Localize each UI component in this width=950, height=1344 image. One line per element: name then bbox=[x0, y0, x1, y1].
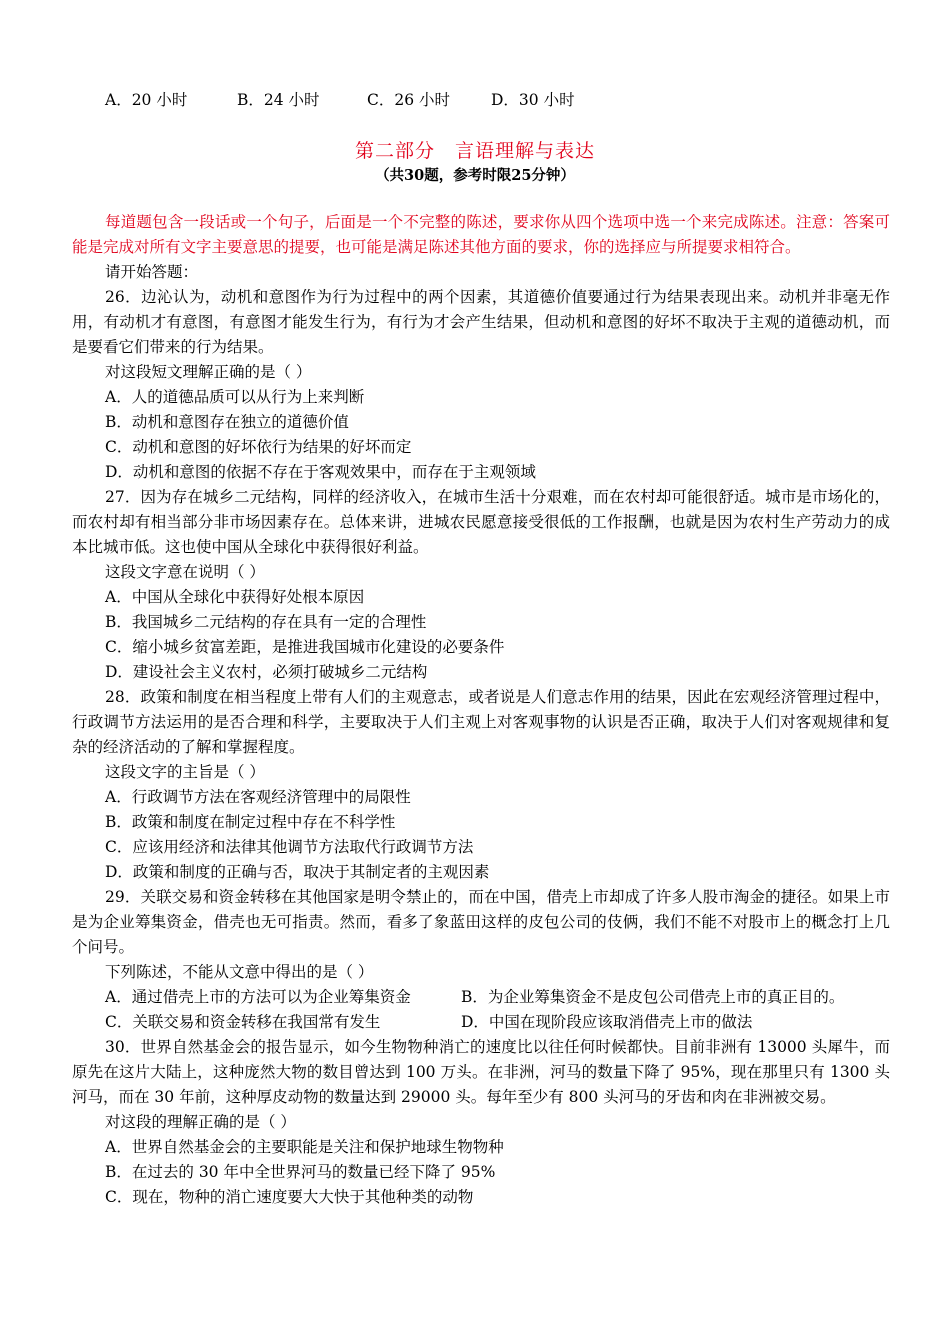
question-29-ask: 下列陈述，不能从文意中得出的是（ ） bbox=[105, 963, 374, 981]
question-28-option-b: B．政策和制度在制定过程中存在不科学性 bbox=[105, 813, 396, 831]
section-title: 第二部分 言语理解与表达 bbox=[354, 140, 595, 162]
question-29-option-b: B．为企业筹集资金不是皮包公司借壳上市的真正目的。 bbox=[461, 988, 845, 1006]
question-26-option-c: C．动机和意图的好坏依行为结果的好坏而定 bbox=[105, 438, 412, 456]
previous-question-options bbox=[105, 88, 575, 110]
start-prompt: 请开始答题： bbox=[105, 263, 199, 281]
question-28-option-d: D．政策和制度的正确与否，取决于其制定者的主观因素 bbox=[105, 863, 490, 881]
question-27-option-a: A．中国从全球化中获得好处根本原因 bbox=[105, 588, 365, 606]
question-30-option-c: C．现在，物种的消亡速度要大大快于其他种类的动物 bbox=[105, 1188, 474, 1206]
option-a: A．20 小时 bbox=[105, 91, 188, 109]
instructions: 每道题包含一段话或一个句子，后面是一个不完整的陈述，要求你从四个选项中选一个来完成陈述。注意：答案可能是完成对所有文字主要意思的提要，也可能是满足陈述其他方面的要求，你的选择应与所提要求相符合。 bbox=[72, 213, 890, 256]
option-b: B．24 小时 bbox=[237, 91, 320, 109]
question-30-option-b: B．在过去的 30 年中全世界河马的数量已经下降了 95% bbox=[105, 1163, 496, 1181]
question-26-option-b: B．动机和意图存在独立的道德价值 bbox=[105, 413, 349, 431]
question-28-option-a: A．行政调节方法在客观经济管理中的局限性 bbox=[105, 788, 411, 806]
question-27-ask: 这段文字意在说明（ ） bbox=[105, 563, 265, 581]
section-subtitle: （共30题，参考时限25分钟） bbox=[375, 167, 575, 184]
question-26-ask: 对这段短文理解正确的是（ ） bbox=[105, 363, 312, 381]
question-27-option-d: D．建设社会主义农村，必须打破城乡二元结构 bbox=[105, 663, 428, 681]
question-28-stem: 28．政策和制度在相当程度上带有人们的主观意志，或者说是人们意志作用的结果，因此在宏观经济管理过程中，行政调节方法运用的是否合理和科学，主要取决于人们主观上对客观事物的认识是否正确，取决于人们对客观规律和复杂的经济活动的了解和掌握程度。 bbox=[72, 688, 890, 756]
question-29-option-a: A．通过借壳上市的方法可以为企业筹集资金 bbox=[105, 988, 411, 1006]
question-26-stem: 26．边沁认为，动机和意图作为行为过程中的两个因素，其道德价值要通过行为结果表现出来。动机并非毫无作用，有动机才有意图，有意图才能发生行为，有行为才会产生结果，但动机和意图的好坏不取决于主观的道德动机，而是要看它们带来的行为结果。 bbox=[72, 288, 890, 356]
option-c: C．26 小时 bbox=[367, 91, 451, 109]
content bbox=[72, 210, 890, 1210]
question-29-options-row-2 bbox=[72, 1010, 890, 1035]
question-28-option-c: C．应该用经济和法律其他调节方法取代行政调节方法 bbox=[105, 838, 474, 856]
option-d: D．30 小时 bbox=[491, 91, 575, 109]
question-29-option-c: C．关联交易和资金转移在我国常有发生 bbox=[105, 1013, 381, 1031]
question-26-option-d: D．动机和意图的依据不存在于客观效果中，而存在于主观领域 bbox=[105, 463, 536, 481]
question-26-option-a: A．人的道德品质可以从行为上来判断 bbox=[105, 388, 365, 406]
question-27-stem: 27．因为存在城乡二元结构，同样的经济收入，在城市生活十分艰难，而在农村却可能很舒适。城市是市场化的，而农村却有相当部分非市场因素存在。总体来讲，进城农民愿意接受很低的工作报酬，也就是因为农村生产劳动力的成本比城市低。这也使中国从全球化中获得很好利益。 bbox=[72, 488, 890, 556]
question-30-ask: 对这段的理解正确的是（ ） bbox=[105, 1113, 296, 1131]
question-28-ask: 这段文字的主旨是（ ） bbox=[105, 763, 265, 781]
question-27-option-b: B．我国城乡二元结构的存在具有一定的合理性 bbox=[105, 613, 427, 631]
question-30-option-a: A．世界自然基金会的主要职能是关注和保护地球生物物种 bbox=[105, 1138, 504, 1156]
question-30-stem: 30．世界自然基金会的报告显示，如今生物物种消亡的速度比以往任何时候都快。目前非洲有 13000 头犀牛，而原先在这片大陆上，这种庞然大物的数目曾达到 100 万头。在非洲，河马的数量下降了 95%，现在那里只有 1300 头河马，而在 30 年前，这种厚皮动物的数量达到 29000 头。每年至少有 800 头河马的牙齿和肉在非洲被交易。 bbox=[72, 1038, 890, 1106]
question-29-options-row-1 bbox=[72, 985, 890, 1010]
question-29-option-d: D．中国在现阶段应该取消借壳上市的做法 bbox=[461, 1013, 753, 1031]
question-29-stem: 29．关联交易和资金转移在其他国家是明令禁止的，而在中国，借壳上市却成了许多人股市淘金的捷径。如果上市是为企业筹集资金，借壳也无可指责。然而，看多了象蓝田这样的皮包公司的伎俩，我们不能不对股市上的概念打上几个问号。 bbox=[72, 888, 890, 956]
question-27-option-c: C．缩小城乡贫富差距，是推进我国城市化建设的必要条件 bbox=[105, 638, 505, 656]
